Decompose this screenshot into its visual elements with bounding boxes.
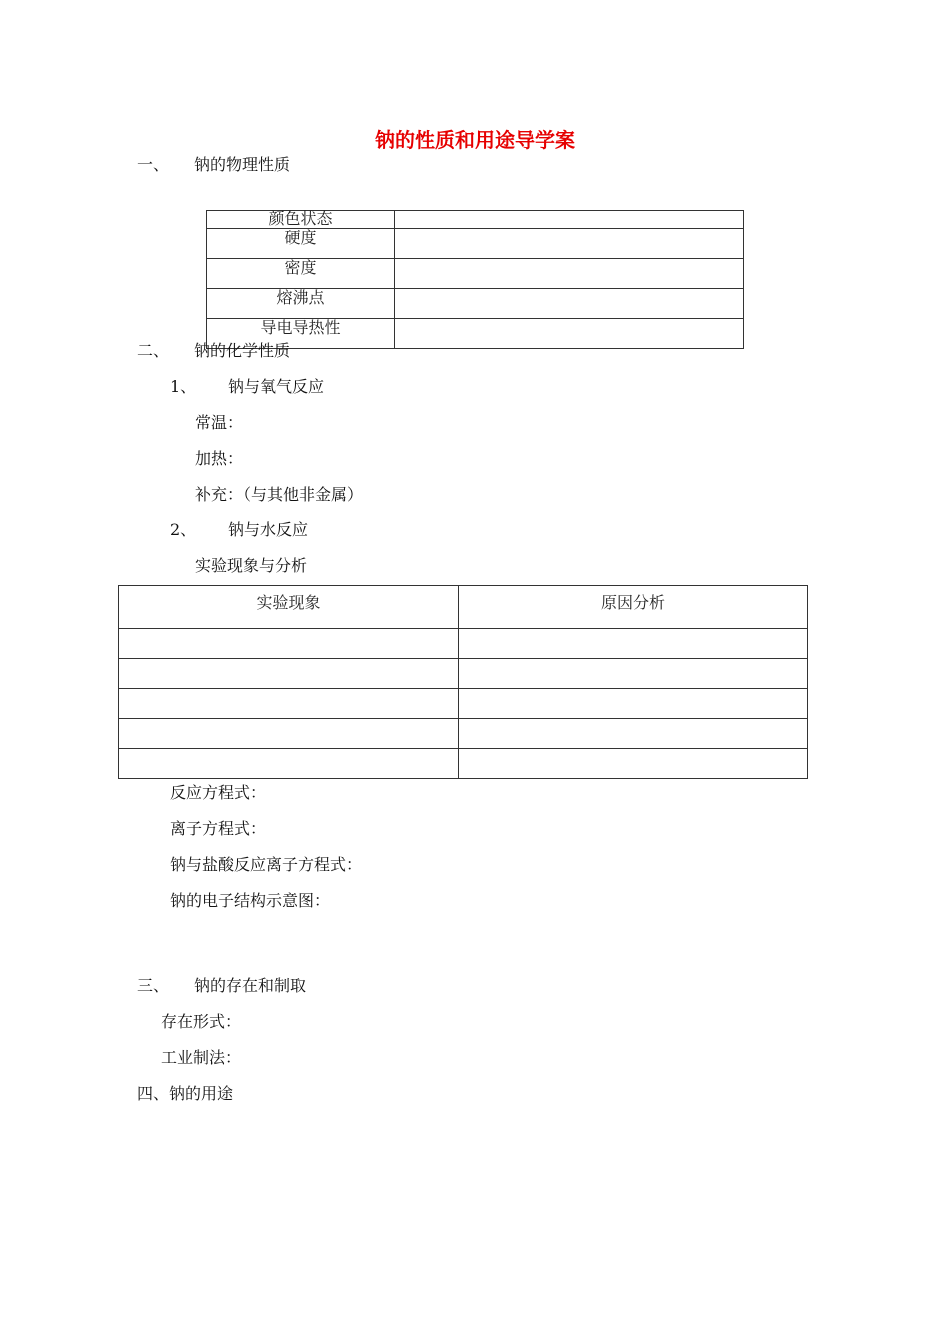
analysis-cell[interactable] <box>459 659 808 689</box>
analysis-cell[interactable] <box>459 749 808 779</box>
property-label: 颜色状态 <box>207 211 395 229</box>
phenomenon-cell[interactable] <box>119 629 459 659</box>
experiment-table <box>118 585 808 779</box>
industrial-method-line: 工业制法： <box>161 1048 242 1067</box>
section-number-2: 二、 <box>137 341 170 360</box>
oxygen-line-room-temp: 常温： <box>195 413 244 432</box>
property-label: 导电导热性 <box>207 319 395 349</box>
hcl-ionic-equation-line: 钠与盐酸反应离子方程式： <box>170 855 363 874</box>
phenomenon-cell[interactable] <box>119 689 459 719</box>
table-row <box>119 659 808 689</box>
property-value-cell[interactable] <box>395 211 744 229</box>
analysis-cell[interactable] <box>459 629 808 659</box>
physical-properties-table <box>206 210 744 349</box>
subsection-number-2: 2、 <box>170 520 197 539</box>
section-title-4: 四、钠的用途 <box>137 1084 234 1103</box>
property-label: 硬度 <box>207 229 395 259</box>
section-number-3: 三、 <box>137 976 170 995</box>
table-row <box>119 749 808 779</box>
page-title: 钠的性质和用途导学案 <box>375 128 575 152</box>
oxygen-line-supplement: 补充：（与其他非金属） <box>195 485 364 504</box>
section-number: 一、 <box>137 155 170 174</box>
column-header-phenomenon: 实验现象 <box>119 586 459 629</box>
property-value-cell[interactable] <box>395 259 744 289</box>
phenomenon-cell[interactable] <box>119 749 459 779</box>
existence-form-line: 存在形式： <box>161 1012 242 1031</box>
property-value-cell[interactable] <box>395 319 744 349</box>
section-heading-1 <box>137 152 169 175</box>
ionic-equation-line: 离子方程式： <box>170 819 267 838</box>
subsection-title-2: 钠与水反应 <box>228 520 309 539</box>
section-title-2: 钠的化学性质 <box>194 341 291 360</box>
experiment-caption: 实验现象与分析 <box>195 556 308 575</box>
table-row <box>119 689 808 719</box>
reaction-equation-line: 反应方程式： <box>170 783 267 802</box>
analysis-cell[interactable] <box>459 689 808 719</box>
subsection-title-1: 钠与氧气反应 <box>228 377 325 396</box>
phenomenon-cell[interactable] <box>119 719 459 749</box>
table-row <box>119 719 808 749</box>
property-label: 密度 <box>207 259 395 289</box>
table-row <box>119 629 808 659</box>
section-title-1: 钠的物理性质 <box>194 155 291 174</box>
electron-structure-line: 钠的电子结构示意图： <box>170 891 331 910</box>
analysis-cell[interactable] <box>459 719 808 749</box>
column-header-analysis: 原因分析 <box>459 586 808 629</box>
phenomenon-cell[interactable] <box>119 659 459 689</box>
oxygen-line-heating: 加热： <box>195 449 244 468</box>
property-label: 熔沸点 <box>207 289 395 319</box>
subsection-number-1: 1、 <box>170 377 197 396</box>
property-value-cell[interactable] <box>395 229 744 259</box>
section-title-3: 钠的存在和制取 <box>194 976 307 995</box>
property-value-cell[interactable] <box>395 289 744 319</box>
